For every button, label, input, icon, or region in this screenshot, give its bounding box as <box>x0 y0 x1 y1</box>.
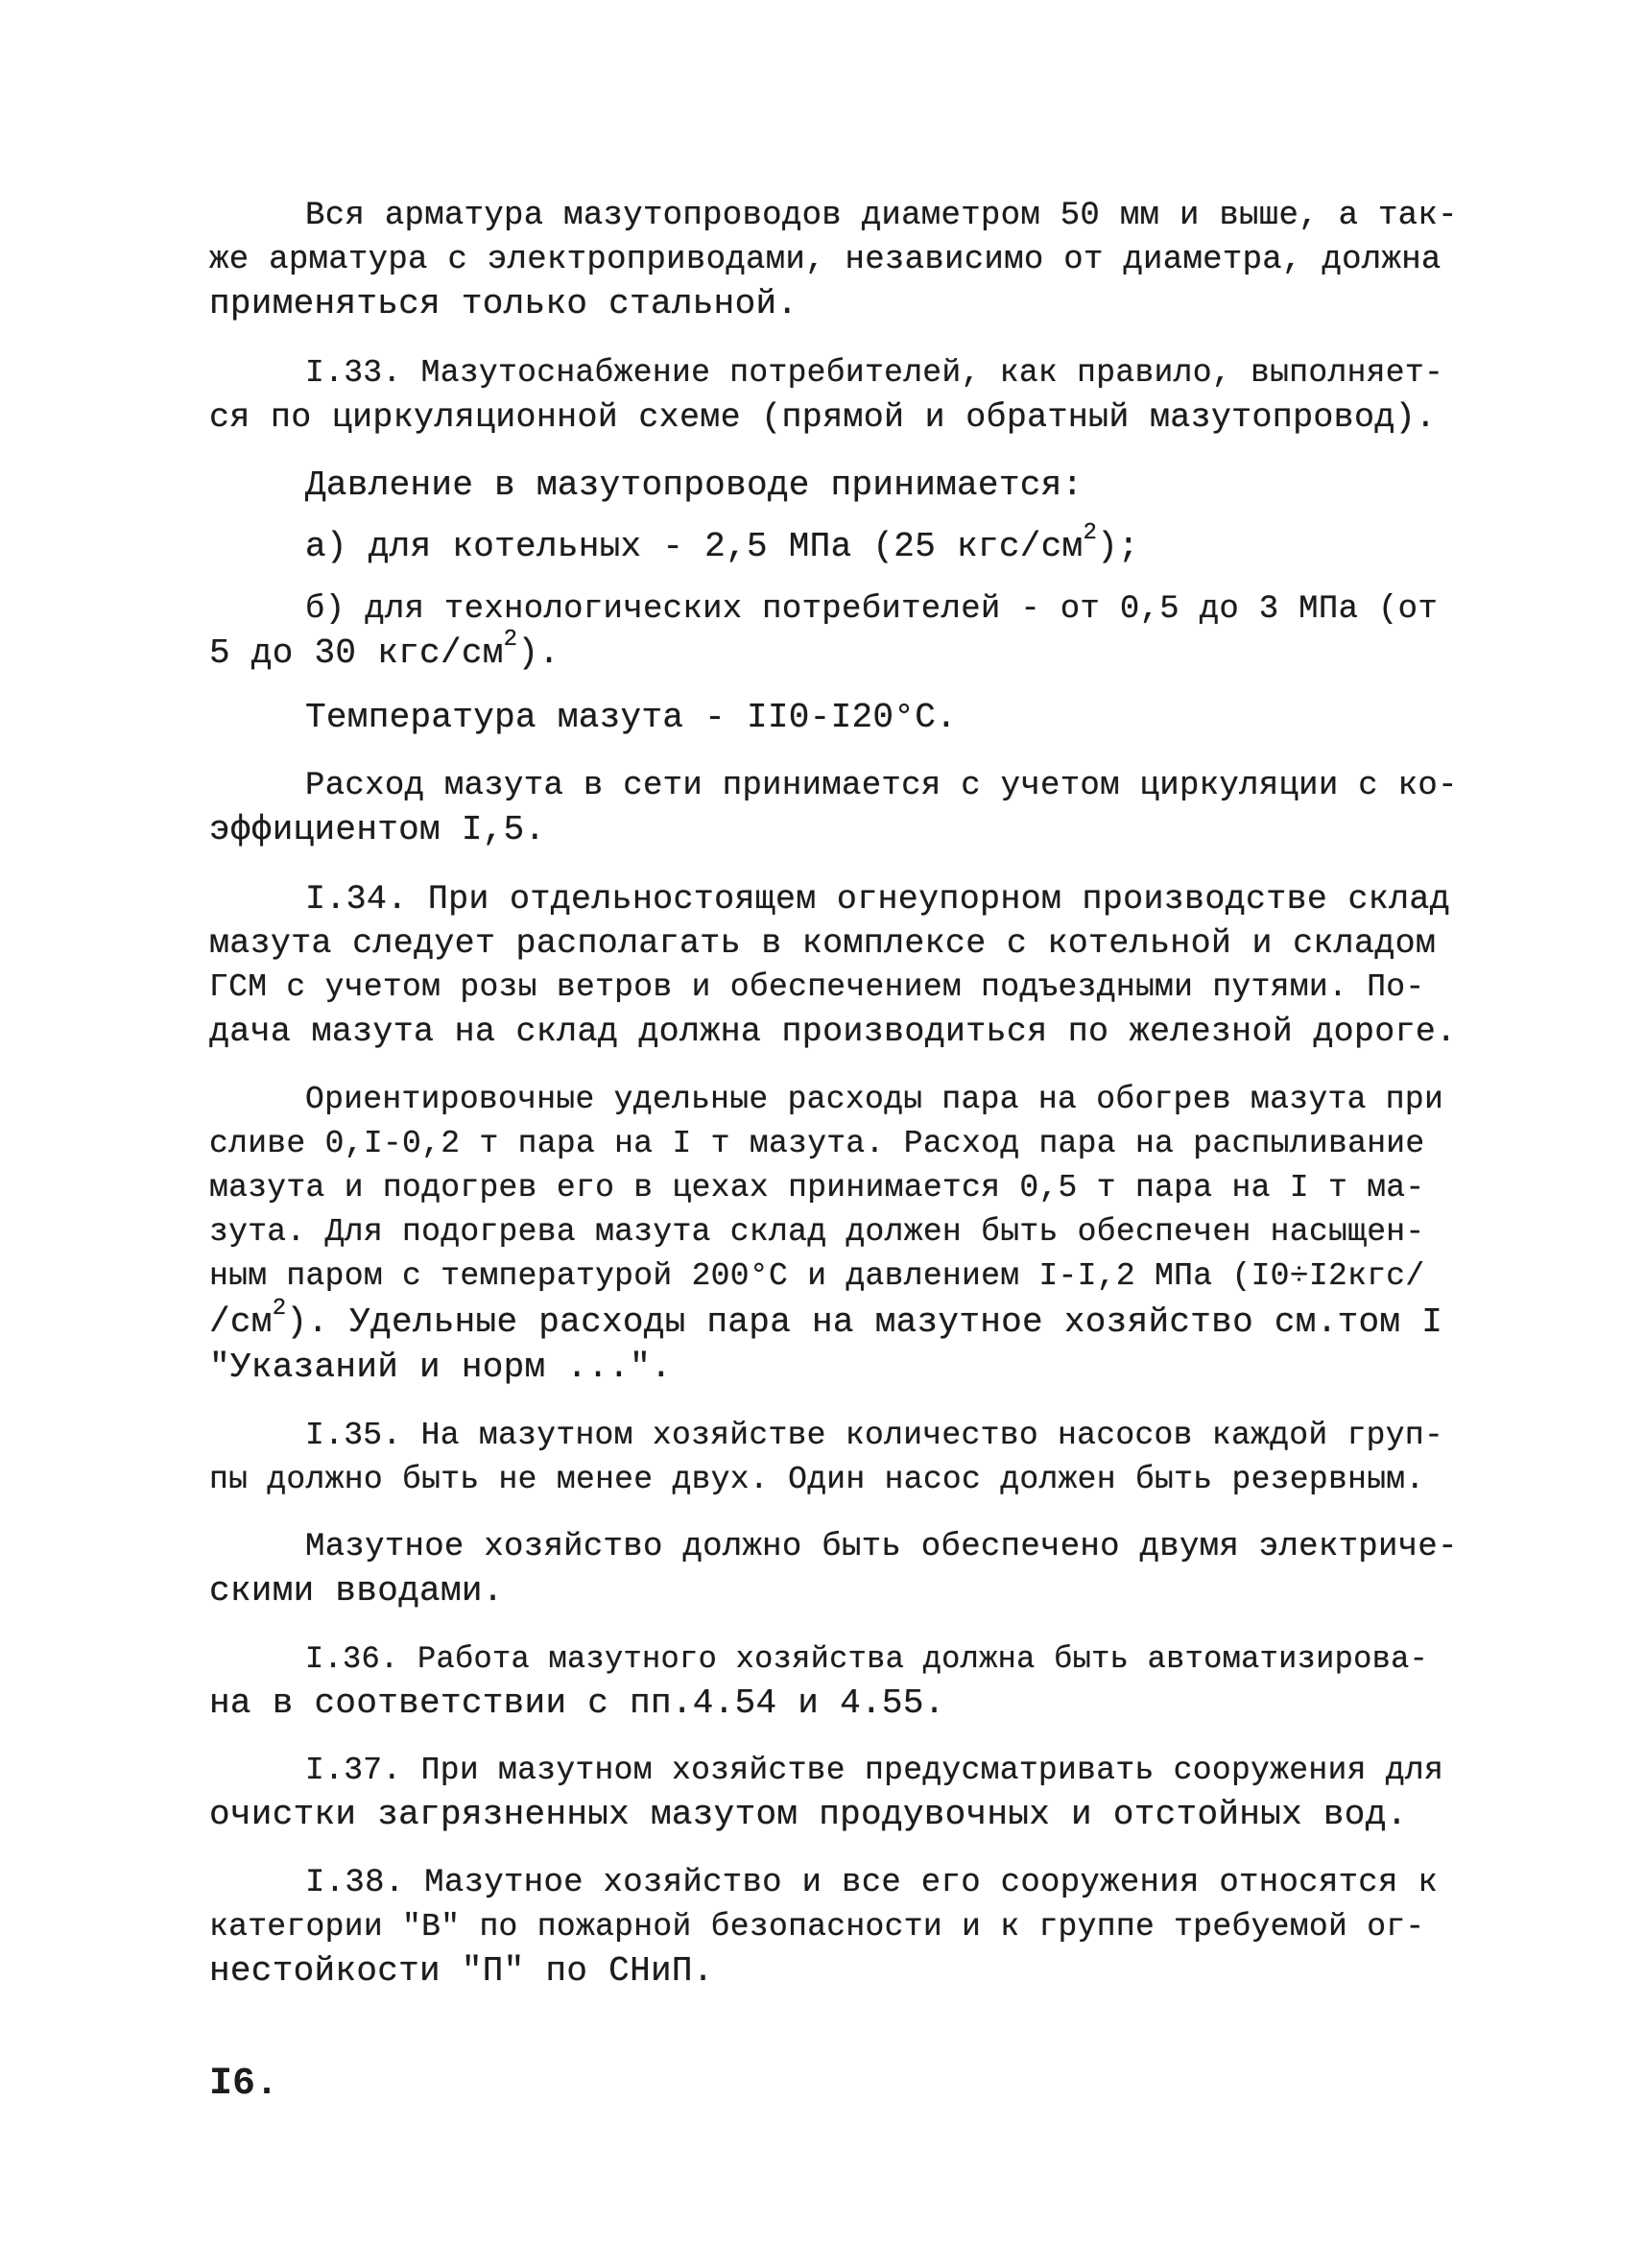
text-line: I.38. Мазутное хозяйство и все его сооружения относятся к <box>305 1865 1439 1901</box>
text-line: Давление в мазутопроводе принимается: <box>305 466 1084 505</box>
text-line: категории "В" по пожарной безопасности и к группе требуемой ог- <box>209 1909 1425 1945</box>
text-line: I.36. Работа мазутного хозяйства должна быть автоматизирова- <box>305 1641 1429 1677</box>
text-line: ГСМ с учетом розы ветров и обеспечением подъездными путями. По- <box>209 969 1425 1005</box>
text-fragment: ). Удельные расходы пара на мазутное хозяйство см.том I <box>286 1302 1443 1342</box>
text-line: Ориентировочные удельные расходы пара на обогрев мазута при <box>305 1082 1444 1117</box>
text-line: нестойкости "П" по СНиП. <box>209 1951 714 1991</box>
text-line: применяться только стальной. <box>209 284 798 323</box>
text-line: эффициентом I,5. <box>209 810 546 849</box>
text-line <box>209 627 560 675</box>
superscript: 2 <box>503 627 518 653</box>
text-fragment: /см <box>209 1302 273 1342</box>
text-line: очистки загрязненных мазутом продувочных и отстойных вод. <box>209 1795 1408 1834</box>
superscript: 2 <box>272 1296 287 1322</box>
text-fragment: 5 до 30 кгс/см <box>209 633 504 673</box>
text-line: Температура мазута - II0-I20°С. <box>305 698 958 737</box>
text-line: же арматура с электроприводами, независимо от диаметра, должна <box>209 242 1441 278</box>
text-line: мазута следует располагать в комплексе с котельной и складом <box>209 924 1437 963</box>
text-line: Вся арматура мазутопроводов диаметром 50 мм и выше, а так- <box>305 198 1458 234</box>
text-line: I.34. При отдельностоящем огнеупорном производстве склад <box>305 880 1450 919</box>
text-line: Мазутное хозяйство должно быть обеспечено двумя электриче- <box>305 1529 1458 1565</box>
text-line: ным паром с температурой 200°С и давлением I-I,2 МПа (I0÷I2кгс/ <box>209 1258 1425 1294</box>
text-line: пы должно быть не менее двух. Один насос должен быть резервным. <box>209 1462 1425 1497</box>
text-line: сливе 0,I-0,2 т пара на I т мазута. Расход пара на распыливание <box>209 1126 1425 1161</box>
text-line <box>209 1296 1443 1344</box>
page-number: I6. <box>209 2063 279 2106</box>
text-line: Расход мазута в сети принимается с учетом циркуляции с ко- <box>305 768 1458 804</box>
text-line: "Указаний и норм ...". <box>209 1348 672 1387</box>
text-line <box>305 520 1139 568</box>
text-line: б) для технологических потребителей - от 0,5 до 3 МПа (от <box>305 591 1439 628</box>
text-fragment: а) для котельных - 2,5 МПа (25 кгс/см <box>305 527 1084 566</box>
text-fragment: ). <box>517 633 560 673</box>
text-line: ся по циркуляционной схеме (прямой и обратный мазутопровод). <box>209 398 1437 437</box>
text-fragment: ); <box>1097 527 1139 566</box>
text-line: мазута и подогрев его в цехах принимается 0,5 т пара на I т ма- <box>209 1170 1425 1206</box>
text-line: зута. Для подогрева мазута склад должен быть обеспечен насыщен- <box>209 1214 1425 1250</box>
text-line: на в соответствии с пп.4.54 и 4.55. <box>209 1683 945 1723</box>
text-line: дача мазута на склад должна производиться по железной дороге. <box>209 1013 1457 1051</box>
text-line: скими вводами. <box>209 1571 504 1611</box>
superscript: 2 <box>1083 520 1098 546</box>
text-line: I.37. При мазутном хозяйстве предусматривать сооружения для <box>305 1753 1444 1788</box>
text-line: I.35. На мазутном хозяйстве количество насосов каждой груп- <box>305 1418 1444 1453</box>
text-line: I.33. Мазутоснабжение потребителей, как правило, выполняет- <box>305 355 1444 391</box>
